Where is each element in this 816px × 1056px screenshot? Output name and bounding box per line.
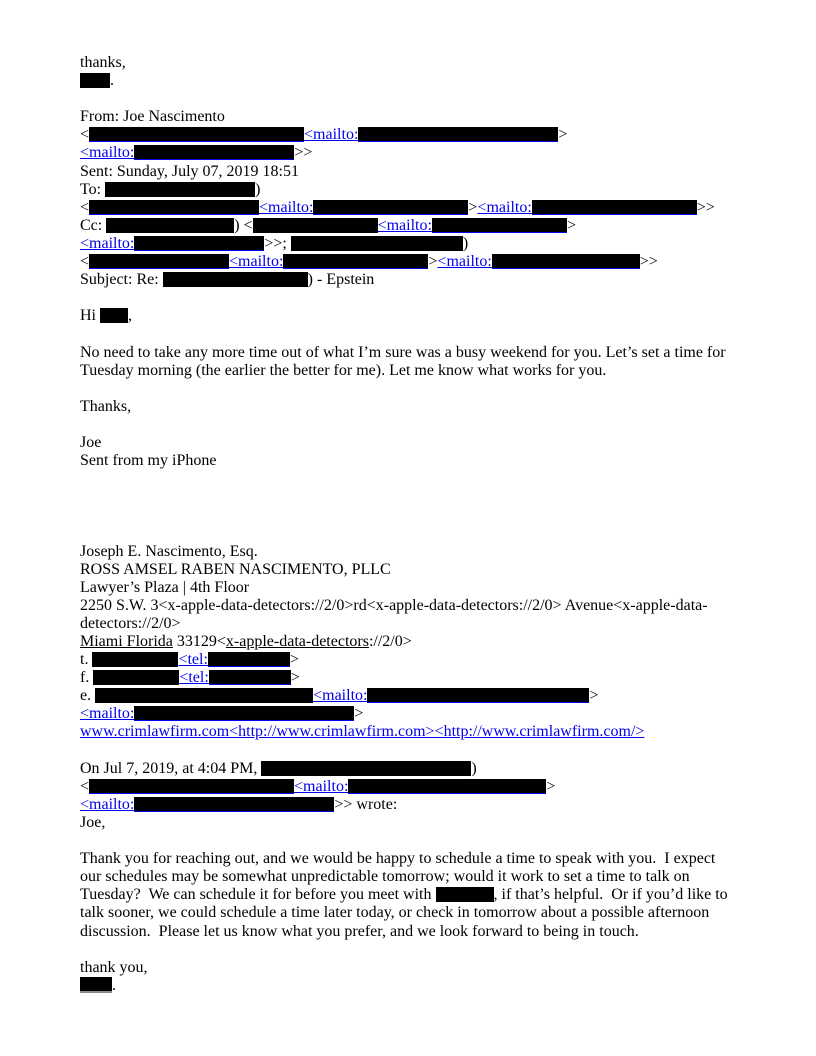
email-line <box>80 561 760 579</box>
redaction-bar-link <box>492 254 640 269</box>
email-line <box>80 977 760 995</box>
redaction-bar-link <box>209 670 291 685</box>
link-text[interactable]: <mailto: <box>294 777 349 795</box>
redaction-bar-link <box>134 797 334 812</box>
link-text[interactable]: <mailto: <box>304 126 359 144</box>
text-run: Thank you for reaching out, and we would be happy to schedule a time to speak with you. I expect <box>80 850 716 868</box>
text-run: Sent: Sunday, July 07, 2019 18:51 <box>80 162 299 180</box>
redaction-bar-link <box>134 706 354 721</box>
text-run: detectors://2/0> <box>80 614 181 632</box>
text-run: , <box>128 307 132 325</box>
redaction-bar-underlined <box>80 977 112 993</box>
email-line <box>80 163 760 181</box>
text-run: > <box>468 198 478 216</box>
text-run: Subject: Re: <box>80 271 163 289</box>
email-line <box>80 144 760 162</box>
email-line <box>80 579 760 597</box>
redaction-bar <box>106 218 234 233</box>
link-text[interactable]: <mailto: <box>437 253 492 271</box>
email-line <box>80 90 760 108</box>
link-text[interactable]: <mailto: <box>313 687 368 705</box>
text-run: 2250 S.W. 3<x-apple-data-detectors://2/0>rd<x-apple-data-detectors://2/0> Avenue<x-apple-data- <box>80 596 708 614</box>
email-line <box>80 108 760 126</box>
text-run: thanks, <box>80 54 126 71</box>
text-run: > <box>546 777 556 795</box>
text-run: Tuesday? We can schedule it for before you meet with <box>80 886 436 904</box>
redaction-bar <box>163 272 308 287</box>
email-line <box>80 289 760 307</box>
link-text[interactable]: <mailto: <box>259 198 314 216</box>
email-line <box>80 452 760 470</box>
text-run: Tuesday morning (the earlier the better for me). Let me know what works for you. <box>80 361 607 379</box>
email-line <box>80 506 760 524</box>
email-line <box>80 615 760 633</box>
link-text[interactable]: <mailto: <box>477 198 532 216</box>
text-run: Joe <box>80 433 102 451</box>
underlined-text-run: x-apple-data-detectors <box>225 633 369 650</box>
email-line <box>80 886 760 904</box>
text-run: > <box>566 216 576 234</box>
text-run: Joe, <box>80 813 106 831</box>
text-run: discussion. Please let us know what you prefer, and we look forward to being in touch. <box>80 922 639 940</box>
redaction-bar-link <box>89 127 304 142</box>
text-run: t. <box>80 651 93 669</box>
redaction-bar <box>80 73 110 88</box>
redaction-bar <box>436 887 494 902</box>
text-run: talk sooner, we could schedule a time later today, or check in tomorrow about a possible afternoon <box>80 904 710 922</box>
email-line <box>80 705 760 723</box>
link-text[interactable]: <mailto: <box>80 144 135 162</box>
email-line <box>80 923 760 941</box>
email-line <box>80 325 760 343</box>
redaction-bar-link <box>432 218 567 233</box>
text-run: > <box>354 705 364 723</box>
text-run: > <box>589 687 599 705</box>
text-run: < <box>80 777 90 795</box>
text-run: f. <box>80 669 94 687</box>
link-text[interactable]: <mailto: <box>229 253 284 271</box>
email-line <box>80 416 760 434</box>
email-line <box>80 126 760 144</box>
email-line <box>80 181 760 199</box>
email-line <box>80 850 760 868</box>
redaction-bar-link <box>283 254 428 269</box>
email-line <box>80 597 760 615</box>
email-line <box>80 434 760 452</box>
email-line <box>80 362 760 380</box>
link-text[interactable]: <mailto: <box>80 705 135 723</box>
text-run: To: <box>80 180 106 198</box>
underlined-text-run: Miami Florida <box>80 633 173 650</box>
text-run: Lawyer’s Plaza | 4th Floor <box>80 578 250 596</box>
email-line <box>80 959 760 977</box>
text-run: thank you, <box>80 958 148 976</box>
email-line <box>80 235 760 253</box>
text-run: > <box>558 126 568 144</box>
text-run: No need to take any more time out of what I’m sure was a busy weekend for you. Let’s set a time for <box>80 343 726 361</box>
redaction-bar-link <box>358 127 558 142</box>
text-run: 33129< <box>172 633 226 650</box>
redaction-bar <box>95 688 313 703</box>
email-line <box>80 470 760 488</box>
redaction-bar <box>92 652 178 667</box>
email-line <box>80 217 760 235</box>
text-run: ) - Epstein <box>307 271 375 289</box>
redaction-bar <box>291 236 463 251</box>
redaction-bar-link <box>313 200 468 215</box>
text-run: On Jul 7, 2019, at 4:04 PM, <box>80 759 262 777</box>
email-line <box>80 941 760 959</box>
email-line <box>80 307 760 325</box>
redaction-bar-link <box>532 200 697 215</box>
redaction-bar-link <box>134 236 264 251</box>
email-line <box>80 271 760 289</box>
text-run: < <box>80 126 90 144</box>
text-run: ) < <box>234 216 253 234</box>
email-line <box>80 904 760 922</box>
text-run: Hi <box>80 307 100 325</box>
redaction-bar-link <box>89 779 294 794</box>
redaction-bar <box>105 182 255 197</box>
email-line <box>80 868 760 886</box>
email-line <box>80 54 760 72</box>
link-text[interactable]: <tel: <box>179 669 209 687</box>
email-line <box>80 380 760 398</box>
redaction-bar-link <box>208 652 290 667</box>
link-text[interactable]: <mailto: <box>80 234 135 252</box>
text-run: From: Joe Nascimento <box>80 108 225 126</box>
email-line <box>80 524 760 542</box>
text-run: > <box>290 669 300 687</box>
text-run: , if that’s helpful. Or if you’d like to <box>493 886 728 904</box>
link-text[interactable]: www.crimlawfirm.com<http://www.crimlawfirm.com><http://www.crimlawfirm.com/> <box>80 723 645 741</box>
text-run: >> <box>294 144 313 162</box>
email-line <box>80 814 760 832</box>
email-line <box>80 669 760 687</box>
link-text[interactable]: <tel: <box>178 651 208 669</box>
link-text[interactable]: <mailto: <box>377 216 432 234</box>
text-run: ) <box>255 180 261 198</box>
redaction-bar <box>93 670 179 685</box>
text-run: Thanks, <box>80 397 132 415</box>
redaction-bar-link <box>89 200 259 215</box>
email-line <box>80 778 760 796</box>
text-run: e. <box>80 687 96 705</box>
text-run: . <box>110 72 114 90</box>
email-line <box>80 742 760 760</box>
redaction-bar-link <box>134 145 294 160</box>
email-line <box>80 488 760 506</box>
email-line <box>80 832 760 850</box>
redaction-bar-link <box>89 254 229 269</box>
text-run: >>; <box>264 234 291 252</box>
text-run: > <box>428 253 438 271</box>
email-line <box>80 398 760 416</box>
text-run: >> <box>639 253 658 271</box>
text-run: >> wrote: <box>334 795 398 813</box>
email-line <box>80 796 760 814</box>
redaction-bar <box>100 308 128 323</box>
email-body <box>80 54 760 995</box>
text-run: Cc: <box>80 216 107 234</box>
text-run: ) <box>471 759 477 777</box>
redaction-bar <box>261 761 471 776</box>
redaction-bar-link <box>367 688 589 703</box>
email-line <box>80 344 760 362</box>
text-run: ROSS AMSEL RABEN NASCIMENTO, PLLC <box>80 560 391 578</box>
email-line <box>80 543 760 561</box>
text-run: our schedules may be somewhat unpredictable tomorrow; would it work to set a time to talk on <box>80 868 690 886</box>
text-run: ) <box>462 234 469 252</box>
redaction-bar-link <box>348 779 546 794</box>
text-run: Joseph E. Nascimento, Esq. <box>80 542 258 560</box>
email-line <box>80 760 760 778</box>
email-line <box>80 651 760 669</box>
email-line <box>80 253 760 271</box>
email-line <box>80 723 760 741</box>
email-line <box>80 687 760 705</box>
email-line <box>80 199 760 217</box>
link-text[interactable]: <mailto: <box>80 795 135 813</box>
text-run: < <box>80 198 90 216</box>
email-line <box>80 633 760 651</box>
redaction-bar <box>253 218 378 233</box>
text-run: ://2/0> <box>368 633 412 650</box>
text-run: < <box>80 253 90 271</box>
text-run: Sent from my iPhone <box>80 452 217 470</box>
email-line <box>80 72 760 90</box>
text-run: > <box>289 651 299 669</box>
text-run: . <box>112 976 116 994</box>
text-run: >> <box>696 198 715 216</box>
